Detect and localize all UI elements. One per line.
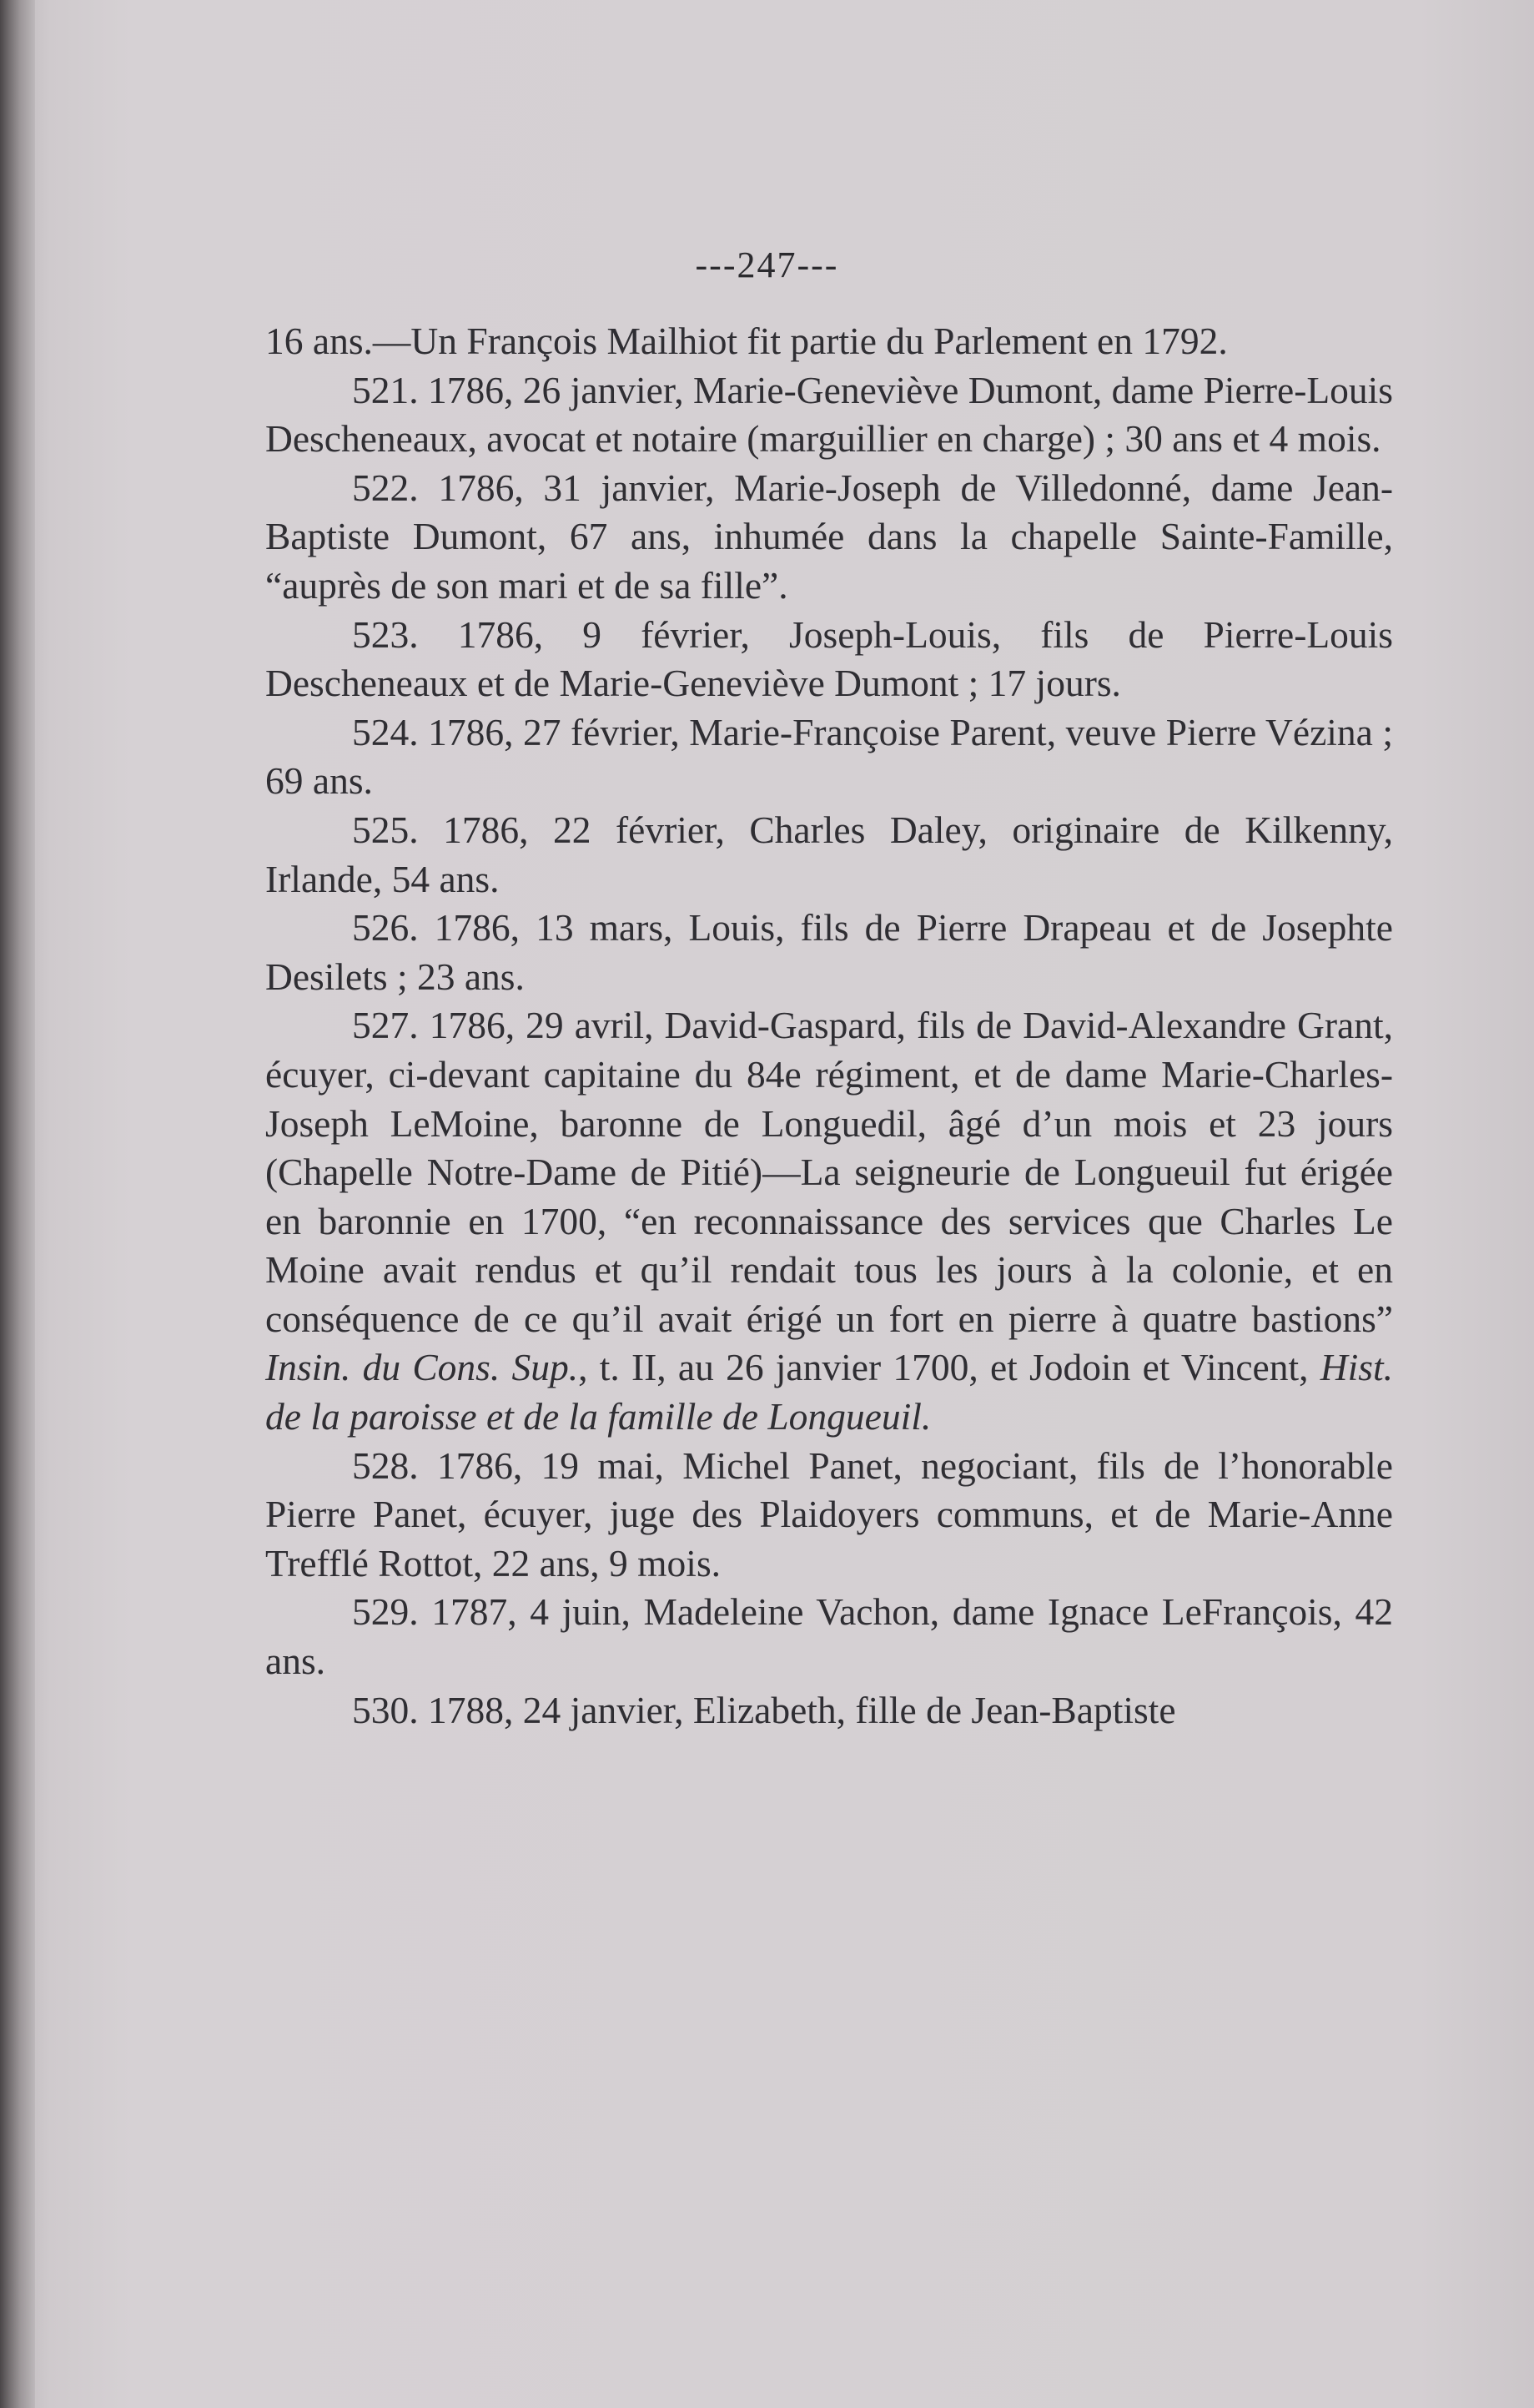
reference-insin-cons-sup: Insin. du Cons. Sup. [265, 1346, 579, 1389]
page-number-header: ---247--- [695, 244, 839, 285]
book-spine-shadow [0, 0, 35, 2408]
entry-528: 528. 1786, 19 mai, Michel Panet, negociant, fils de l’honorable Pierre Panet, écuyer, juge des Plaidoyers communs, et de Marie-Anne Trefflé Rottot, 22 ans, 9 mois. [265, 1443, 1393, 1584]
entry-526: 526. 1786, 13 mars, Louis, fils de Pierre Drapeau et de Josephte Desilets ; 23 ans. [265, 906, 1393, 998]
entry-522: 522. 1786, 31 janvier, Marie-Joseph de Villedonné, dame Jean-Baptiste Dumont, 67 ans, inhumée dans la chapelle Sainte-Famille, “auprès de son mari et de sa fille”. [265, 466, 1393, 607]
paragraph-continuation: 16 ans.—Un François Mailhiot fit partie du Parlement en 1792. [265, 320, 1228, 362]
entry-524: 524. 1786, 27 février, Marie-Françoise Parent, veuve Pierre Vézina ; 69 ans. [265, 710, 1393, 803]
reference-hist-paroisse: Hist. de la paroisse et de la famille de Longueuil. [265, 1346, 1393, 1438]
entry-521: 521. 1786, 26 janvier, Marie-Geneviève Dumont, dame Pierre-Louis Descheneaux, avocat et notaire (marguillier en charge) ; 30 ans et 4 mois. [265, 368, 1393, 461]
page-body [265, 317, 1393, 1735]
entry-529: 529. 1787, 4 juin, Madeleine Vachon, dame Ignace LeFrançois, 42 ans. [265, 1590, 1393, 1683]
entry-527 [265, 1001, 1393, 1441]
entry-525: 525. 1786, 22 février, Charles Daley, originaire de Kilkenny, Irlande, 54 ans. [265, 808, 1393, 900]
entry-523: 523. 1786, 9 février, Joseph-Louis, fils de Pierre-Louis Descheneaux et de Marie-Geneviève Dumont ; 17 jours. [265, 612, 1393, 705]
entry-527-text: 527. 1786, 29 avril, David-Gaspard, fils de David-Alexandre Grant, écuyer, ci-devant capitaine du 84e régiment, et de dame Marie-Charles-Joseph LeMoine, baronne de Longuedil, âgé d’un mois et 23 jours (Chapelle Notre-Dame de Pitié)—La seigneurie de Longueuil fut érigée en baronnie en 1700, “en reconnaissance des services que Charles Le Moine avait rendus et qu’il rendait tous les jours à la colonie, et en conséquence de ce qu’il avait érigé un fort en pierre à quatre bastions” [265, 1004, 1393, 1340]
entry-530: 530. 1788, 24 janvier, Elizabeth, fille de Jean-Baptiste [352, 1688, 1176, 1731]
entry-527-text-cont: , t. II, au 26 janvier 1700, et Jodoin et Vincent, [578, 1346, 1309, 1389]
